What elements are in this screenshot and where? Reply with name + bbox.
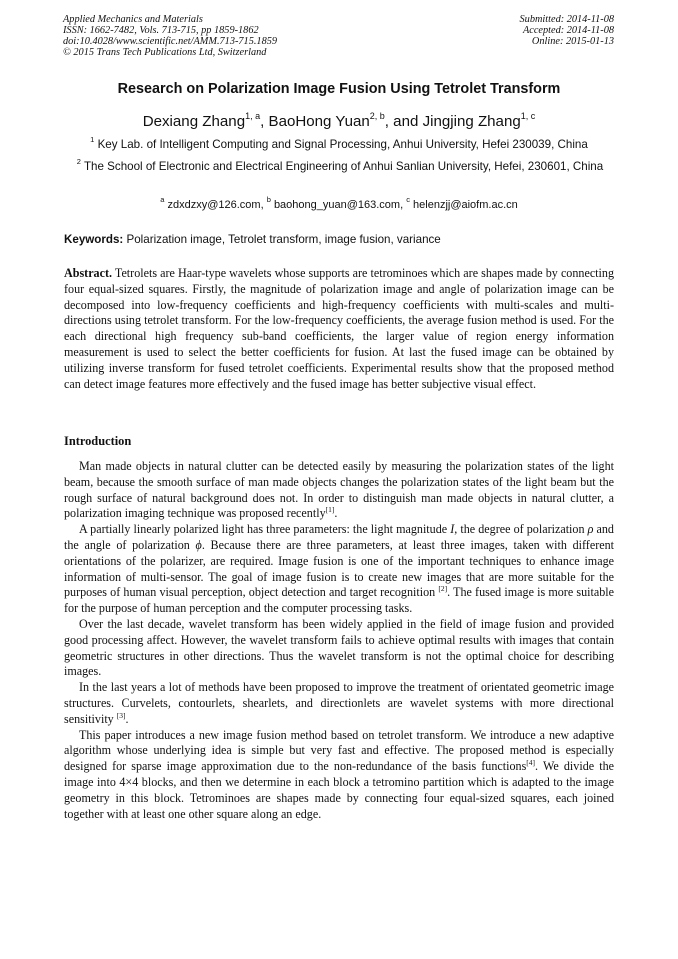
abstract-text: Tetrolets are Haar-type wavelets whose supports are tetrominoes which are shapes made by connecting four equal-sized squares. Firstly, the magnitude of polarization image and angle of polarization image can be decomposed into low-frequency coefficients and high-frequency coefficients with multi-scales and multi-directions using tetrolet transform. For the low-frequency coefficients, the average fusion method is used. For the each directional high frequency sub-band coefficients, the larger value of region energy information measurement is used to select the better coefficients for fusion. At last the fused image can be obtained by utilizing inverse transform for fused tetrolet coefficients. Experimental results show that the proposed method can detect image features more effectively and the fused image has better subjective visual effect. — [64, 266, 614, 391]
journal-header-right — [520, 14, 614, 47]
paragraph — [64, 522, 614, 617]
accepted-date: Accepted: 2014-11-08 — [522, 25, 614, 36]
keywords-label: Keywords: — [64, 233, 124, 246]
paragraph-text: . We divide the image into 4×4 blocks, and then we determine in each block a tetromino partition which is adapted to the image geometry in this block. Tetrominoes are shapes made by connecting four equal-sized squares, each joined together with at least one other square along an edge. — [64, 759, 614, 821]
author-name: Jingjing Zhang — [422, 113, 521, 130]
citation: [2] — [438, 584, 448, 594]
abstract — [64, 266, 614, 392]
journal-issn: ISSN: 1662-7482, Vols. 713-715, pp 1859-1862 — [63, 25, 259, 36]
paragraph — [64, 459, 614, 522]
author-emails — [0, 197, 678, 213]
author-name: BaoHong Yuan — [268, 113, 370, 130]
keywords — [64, 233, 624, 246]
author-affiliation-mark: 2, b — [369, 111, 385, 121]
email-separator: , — [400, 199, 407, 211]
paragraph-text: Man made objects in natural clutter can be detected easily by measuring the polarization states of the light beam, because the smooth surface of man made objects changes the polarization states of the light beam but the rough surface of natural background does not. In order to distinguish man made objects in natural clutter, a polarization imaging technique was proposed recently — [64, 459, 614, 521]
journal-copyright: © 2015 Trans Tech Publications Ltd, Switzerland — [63, 47, 267, 58]
paragraph-text: . — [125, 711, 129, 726]
citation: [3] — [116, 710, 126, 720]
email-address: helenzjj@aiofm.ac.cn — [413, 199, 518, 211]
email-mark: c — [406, 195, 410, 204]
affiliation-number: 2 — [76, 157, 81, 166]
author-separator: , and — [384, 113, 423, 130]
citation: [4] — [526, 758, 536, 768]
email-mark: b — [266, 195, 271, 204]
paragraph-text: This paper introduces a new image fusion method based on tetrolet transform. We introduce a new adaptive algorithm whose underlying idea is simple but very fast and effective. The proposed method is especially designed for sparse image approximation due to the non-redundance of the basis functions — [64, 727, 614, 774]
submitted-date: Submitted: 2014-11-08 — [519, 14, 614, 25]
affiliation-text: The School of Electronic and Electrical Engineering of Anhui Sanlian University, Hefei, 230601, China — [83, 160, 604, 173]
section-heading-introduction: Introduction — [64, 434, 132, 448]
author-affiliation-mark: 1, a — [245, 111, 261, 121]
paragraph-text: In the last years a lot of methods have been proposed to improve the treatment of orientated geometric image structures. Curvelets, contourlets, shearlets, and directionlets are wavelet systems with more directional sensitivity — [64, 680, 614, 726]
author-affiliation-mark: 1, c — [520, 111, 536, 121]
paragraph-text: , the degree of polarization — [454, 522, 588, 537]
email-separator: , — [260, 199, 267, 211]
journal-name: Applied Mechanics and Materials — [63, 14, 203, 25]
paragraph — [64, 680, 614, 727]
abstract-label: Abstract. — [64, 266, 113, 280]
author-list — [0, 113, 678, 130]
affiliation-number: 1 — [90, 135, 95, 144]
online-date: Online: 2015-01-13 — [531, 36, 614, 47]
affiliation-text: Key Lab. of Intelligent Computing and Signal Processing, Anhui University, Hefei 230039, China — [97, 138, 588, 151]
citation: [1] — [325, 505, 335, 515]
affiliation-1 — [0, 137, 678, 153]
paragraph-text: A partially linearly polarized light has three parameters: the light magnitude — [79, 522, 451, 537]
paragraph-text: . — [334, 506, 338, 521]
paragraph: Over the last decade, wavelet transform has been widely applied in the field of image fusion and provided good processing affect. However, the wavelet transform fails to achieve optimal results with images that contain geometric structures in other directions. Thus the wavelet transform is not the optimal choice for describing images. — [64, 616, 614, 679]
introduction-body — [64, 459, 614, 822]
journal-header-left — [63, 14, 277, 58]
paper-title: Research on Polarization Image Fusion Using Tetrolet Transform — [117, 81, 561, 97]
email-address: baohong_yuan@163.com — [273, 199, 401, 211]
email-mark: a — [160, 195, 165, 204]
symbol-rho: ρ — [587, 522, 594, 537]
paragraph-text: . Because there are three parameters, at least three images, taken with different orientations of the polarizer, are required. Image fusion is one of the important techniques to enhance image information of multi-sensor. The goal of image fusion is to create new images that are more suitable for the purposes of human visual perception, object detection and target recognition — [64, 537, 614, 600]
author-name: Dexiang Zhang — [142, 113, 246, 130]
email-address: zdxdzxy@126.com — [167, 199, 261, 211]
paragraph — [64, 728, 614, 823]
symbol-phi: ϕ — [195, 537, 202, 552]
journal-doi: doi:10.4028/www.scientific.net/AMM.713-715.1859 — [63, 36, 278, 47]
author-separator: , — [260, 113, 269, 130]
paragraph-text: and the angle of polarization — [64, 522, 614, 552]
symbol-magnitude: I — [450, 522, 455, 537]
paragraph-text: . The fused image is more suitable for the purpose of human perception and the computer processing tasks. — [64, 585, 614, 616]
keywords-text: Polarization image, Tetrolet transform, image fusion, variance — [123, 233, 441, 246]
affiliation-2 — [70, 159, 610, 175]
